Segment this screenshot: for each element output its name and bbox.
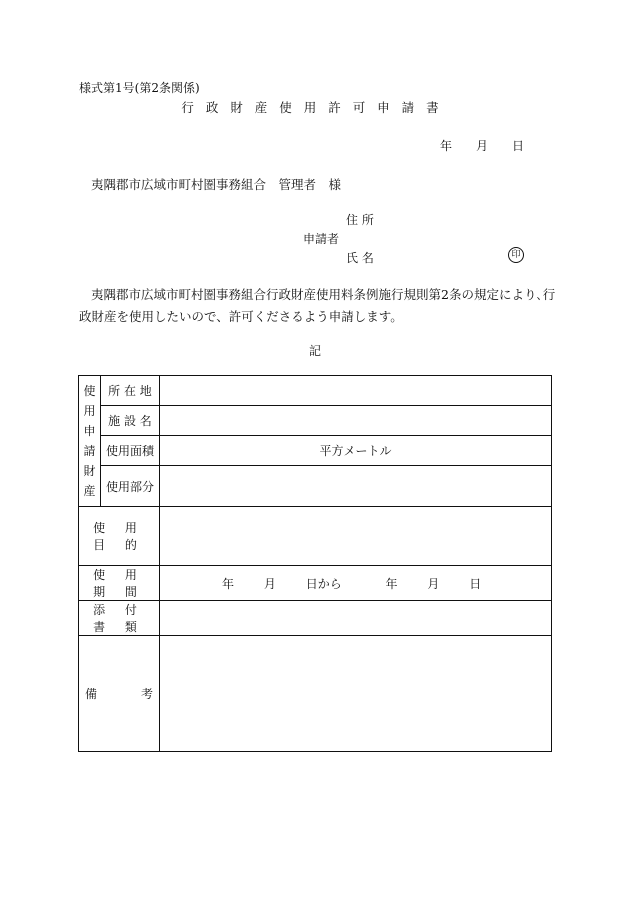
table-row (79, 376, 552, 406)
application-table (78, 375, 552, 752)
facility-name-label: 施 設 名 (101, 406, 160, 436)
property-group-label: 使 用 申 請 財 産 (79, 376, 101, 507)
remarks-label-left: 備 (85, 687, 98, 701)
name-label: 氏 名 (346, 251, 374, 265)
remarks-field[interactable] (160, 636, 552, 752)
address-label: 住 所 (346, 213, 374, 227)
area-unit: 平方メートル (319, 444, 392, 458)
date-year-label: 年 (440, 139, 453, 153)
applicant-label: 申請者 (303, 232, 340, 246)
table-row (79, 466, 552, 507)
period-field[interactable] (160, 566, 552, 601)
attachments-field[interactable] (160, 601, 552, 636)
date-month-label: 月 (476, 139, 489, 153)
period-from-day: 日から (305, 576, 342, 591)
purpose-label: 使 用 目 的 (79, 507, 160, 566)
period-to-year: 年 (385, 576, 398, 591)
purpose-field[interactable] (160, 507, 552, 566)
attachments-label: 添 付 書 類 (79, 601, 160, 636)
period-from-month: 月 (263, 576, 276, 591)
period-label: 使 用 期 間 (79, 566, 160, 601)
table-row (79, 636, 552, 752)
area-label: 使用面積 (101, 436, 160, 466)
location-field[interactable] (160, 376, 552, 406)
seal-mark: 印 (508, 247, 524, 263)
table-row (79, 406, 552, 436)
remarks-label (79, 636, 160, 752)
table-row (79, 507, 552, 566)
area-field[interactable] (160, 436, 552, 466)
date-day-label: 日 (512, 139, 525, 153)
table-row (79, 436, 552, 466)
record-heading: 記 (308, 344, 321, 358)
remarks-label-right: 考 (140, 687, 153, 701)
part-field[interactable] (160, 466, 552, 507)
form-number-label: 様式第1号(第2条関係) (79, 81, 200, 95)
part-label: 使用部分 (101, 466, 160, 507)
period-to-month: 月 (427, 576, 440, 591)
application-statement: 夷隅郡市広域市町村圏事務組合行政財産使用料条例施行規則第2条の規定により､行政財産を使用したいので、許可くださるよう申請します。 (79, 287, 556, 324)
facility-name-field[interactable] (160, 406, 552, 436)
table-row (79, 566, 552, 601)
location-label: 所 在 地 (101, 376, 160, 406)
period-from-year: 年 (222, 576, 235, 591)
period-to-day: 日 (469, 576, 482, 591)
page-title: 行 政 財 産 使 用 許 可 申 請 書 (181, 100, 443, 115)
table-row (79, 601, 552, 636)
addressee: 夷隅郡市広域市町村圏事務組合 管理者 様 (91, 177, 342, 192)
